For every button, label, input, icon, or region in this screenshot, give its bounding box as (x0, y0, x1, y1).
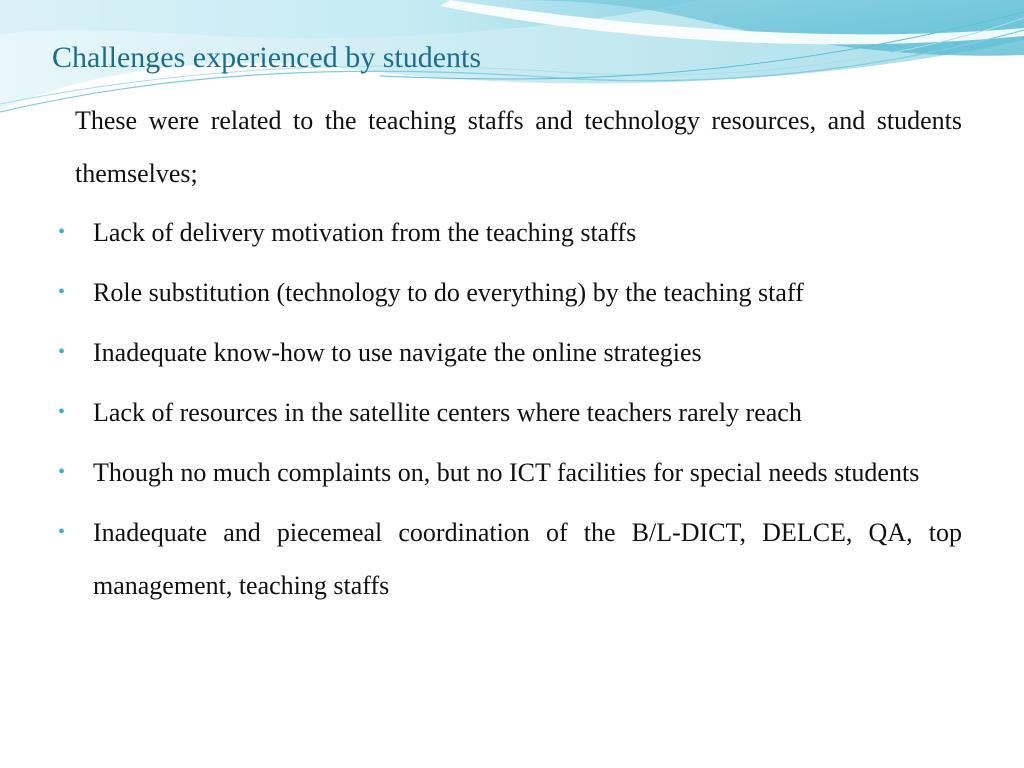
list-item-text: Lack of resources in the satellite centers where teachers rarely reach (93, 398, 802, 427)
bullet-icon: • (58, 281, 66, 303)
list-item (58, 266, 962, 319)
list-item (58, 506, 962, 612)
list-item (58, 206, 962, 259)
list-item (58, 386, 962, 439)
list-item-text: Lack of delivery motivation from the teaching staffs (93, 218, 637, 247)
bullet-icon: • (58, 341, 66, 363)
list-item (58, 446, 962, 499)
list-item-text: Inadequate and piecemeal coordination of the B/L-DICT, DELCE, QA, top management, teaching staffs (93, 518, 962, 600)
page-title: Challenges experienced by students (52, 41, 482, 74)
bullet-icon: • (58, 401, 66, 423)
list-item (58, 326, 962, 379)
bullet-icon: • (58, 461, 66, 483)
intro-paragraph: These were related to the teaching staffs and technology resources, and students themselves; (75, 106, 962, 188)
list-item-text: Inadequate know-how to use navigate the online strategies (93, 338, 702, 367)
bullet-icon: • (58, 521, 66, 543)
list-item-text: Role substitution (technology to do everything) by the teaching staff (93, 278, 804, 307)
list-item-text: Though no much complaints on, but no ICT facilities for special needs students (93, 458, 920, 487)
bullet-icon: • (58, 221, 66, 243)
bullet-list (58, 206, 962, 619)
